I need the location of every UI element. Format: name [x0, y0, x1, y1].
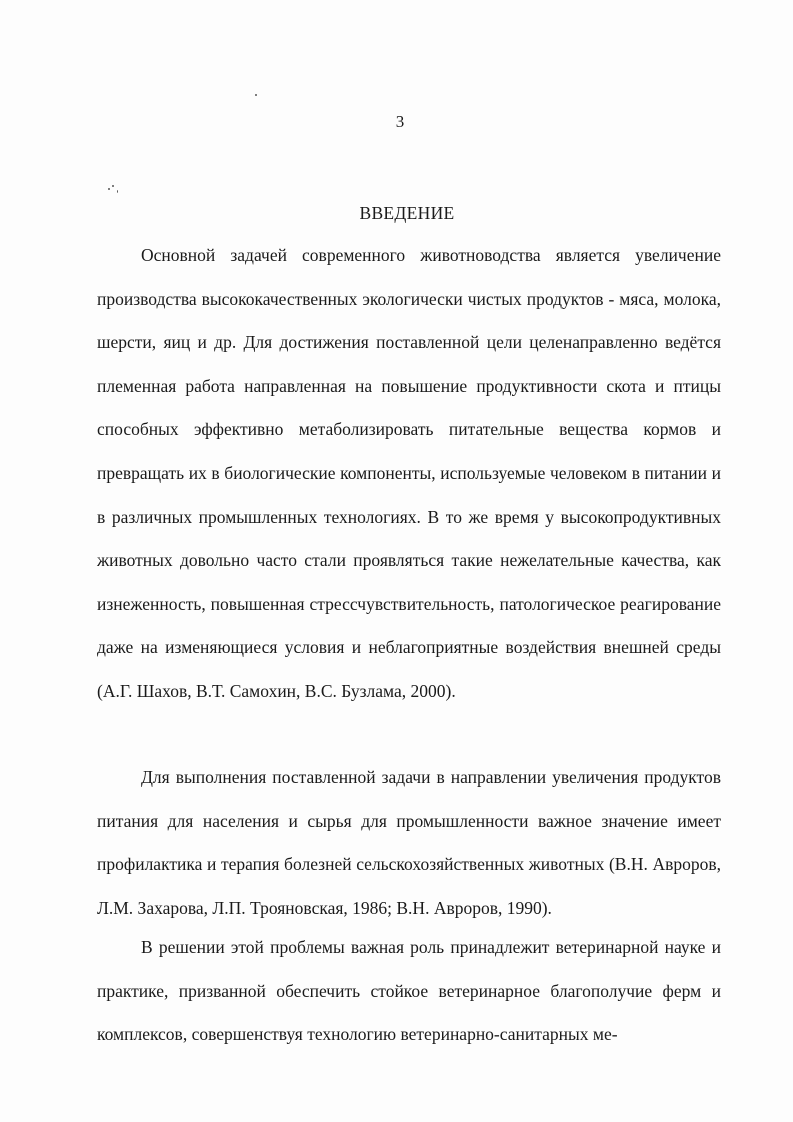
scan-speck [117, 190, 118, 193]
scan-speck [112, 185, 114, 187]
scan-speck [255, 94, 257, 96]
page-number: 3 [395, 112, 405, 131]
section-heading: ВВЕДЕНИЕ [359, 203, 455, 223]
paragraph: В решении этой проблемы важная роль принадлежит ветеринарной науке и практике, призванной обеспечить стойкое ветеринарное благополучие ферм и комплексов, совершенствуя технологию ветеринарно-санитарных ме- [97, 937, 721, 1045]
paragraph: Для выполнения поставленной задачи в направлении увеличения продуктов питания для населения и сырья для промышленности важное значение имеет профилактика и терапия болезней сельскохозяйственных животных (В.Н. Авроров, Л.М. Захарова, Л.П. Трояновская, 1986; В.Н. Авроров, 1990). [97, 767, 721, 918]
scan-speck [108, 188, 110, 190]
paragraph: Основной задачей современного животноводства является увеличение производства высококачественных экологически чистых продуктов - мяса, молока, шерсти, яиц и др. Для достижения поставленной цели целенаправленно ведётся племенная работа направленная на повышение продуктивности скота и птицы способных эффективно метаболизировать питательные вещества кормов и превращать их в биологические компоненты, используемые человеком в питании и в различных промышленных технологиях. В то же время у высокопродуктивных животных довольно часто стали проявляться такие нежелательные качества, как изнеженность, повышенная стрессчувствительность, патологическое реагирование даже на изменяющиеся условия и неблагоприятные воздействия внешней среды (А.Г. Шахов, В.Т. Самохин, В.С. Бузлама, 2000). [97, 245, 721, 701]
